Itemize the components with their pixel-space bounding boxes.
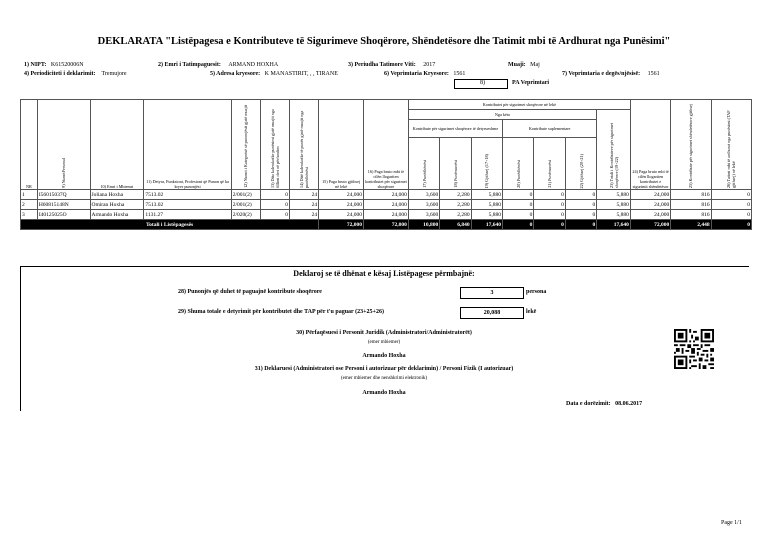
header-c17: 17) Punëdhënësi — [408, 138, 439, 190]
address-value: K MANASTIRIT, , , TIRANE — [264, 71, 338, 77]
declarant-name: Armando Hoxha — [362, 390, 406, 396]
cell-c17: 3,600 — [408, 210, 439, 220]
item8-box — [454, 79, 508, 89]
total-c20: 0 — [503, 220, 534, 230]
header-employment-days: 13) Dita kalendarike punësimi gjatë muajit nga fillimi deri në përfundim — [260, 100, 289, 190]
total-due-box: 20,088 — [460, 307, 524, 319]
cell-c24: 24,000 — [630, 200, 670, 210]
header-c21: 21) Punëmarrësi — [534, 138, 565, 190]
declaration-31-label: 31) Deklaruesi (Administratori ose Personi i autorizuar për deklarimin) / Personi Fizik (I autorizuar) — [254, 366, 514, 372]
cell-contrib-pay: 24,000 — [364, 210, 409, 220]
cell-c23: 5,880 — [597, 200, 631, 210]
cell-gross-pay: 24,000 — [319, 210, 364, 220]
payroll-table — [20, 99, 752, 230]
cell-work-days: 24 — [290, 210, 319, 220]
header-health-contrib: 25) Kontribute për sigurimet shëndetësore gjithsej — [671, 100, 711, 190]
main-activity-label: 6) Veprimtaria Kryesore: — [384, 71, 449, 77]
cell-c17: 3,600 — [408, 190, 439, 200]
header-nid: 9) NumriPersonal — [37, 100, 90, 190]
total-c17: 10,800 — [408, 220, 439, 230]
cell-c25: 816 — [671, 190, 711, 200]
cell-position: 7513.02 — [144, 200, 231, 210]
main-activity-row — [384, 71, 465, 77]
total-c26: 0 — [711, 220, 751, 230]
representative-name: Armando Hoxha — [362, 353, 406, 359]
cell-c25: 816 — [671, 210, 711, 220]
table-row — [21, 200, 752, 210]
cell-c21: 0 — [534, 200, 565, 210]
nipt-value: K61520006N — [50, 62, 84, 68]
cell-c26: 0 — [711, 200, 751, 210]
month-label: Muaji: — [508, 62, 526, 68]
header-group-nga: Nga këto — [408, 110, 596, 120]
total-contrib-pay: 72,000 — [364, 220, 409, 230]
cell-c26: 0 — [711, 190, 751, 200]
total-c25: 2,448 — [671, 220, 711, 230]
cell-position: 1131.27 — [144, 210, 231, 220]
cell-category: 2/020(2) — [231, 210, 260, 220]
nipt-label: 1) NIPT: — [24, 62, 47, 68]
header-category: 12) Numri i Kategorisë së punonjësit gjatë muajit — [231, 100, 260, 190]
total-row — [21, 220, 752, 230]
cell-c24: 24,000 — [630, 210, 670, 220]
nipt-row — [24, 62, 84, 68]
total-c22: 0 — [565, 220, 596, 230]
taxpayer-name-row — [158, 62, 278, 68]
cell-c20: 0 — [503, 200, 534, 210]
header-contrib-pay: 16) Paga bruto mbi të cilën llogariten kontributet për sigurimet shoqërore — [364, 100, 409, 190]
branch-activity-label: 7) Veprimtaria e degës/njësisë: — [562, 71, 641, 77]
qr-code-icon — [674, 329, 714, 369]
header-group-mandatory: Kontribute për sigurimet shoqërore të detyrueshme — [408, 120, 502, 138]
cell-employment-days: 0 — [260, 190, 289, 200]
declaration-29-label: 29) Shuma totale e detyrimit për kontributet dhe TAP për t'u paguar (23+25+26) — [178, 309, 384, 315]
cell-c23: 5,880 — [597, 210, 631, 220]
cell-c23: 5,880 — [597, 190, 631, 200]
cell-name: Armando Hoxha — [90, 210, 144, 220]
item8-value: PA Veprimtari — [512, 80, 550, 86]
total-c19: 17,640 — [471, 220, 502, 230]
address-label: 5) Adresa kryesore: — [210, 71, 261, 77]
cell-contrib-pay: 24,000 — [364, 190, 409, 200]
cell-nid: I40125025O — [37, 210, 90, 220]
tax-period-year-row — [348, 62, 435, 68]
declaration-28-label: 28) Punonjës që duhet të paguajnë kontribute shoqërore — [178, 289, 322, 295]
employee-count-unit: persona — [526, 289, 547, 295]
cell-nid: H60815148N — [37, 200, 90, 210]
tax-period-year: 2017 — [423, 62, 436, 68]
cell-employment-days: 0 — [260, 210, 289, 220]
header-gross-pay: 15) Paga bruto gjithsej në lekë — [319, 100, 364, 190]
header-group-social: Kontributet për sigurimet shoqërore në lekë — [408, 100, 630, 110]
header-position: 11) Detyra, Funksioni, Profesioni që Punon që ka kryer punonjësi — [144, 100, 231, 190]
periodicity-row — [24, 71, 127, 77]
header-nr: NR — [21, 100, 38, 190]
declaration-31-sub: (emer mbiemer dhe nenshkrimi elektronik) — [340, 376, 428, 381]
cell-c21: 0 — [534, 210, 565, 220]
cell-c20: 0 — [503, 210, 534, 220]
cell-c22: 0 — [565, 210, 596, 220]
cell-position: 7513.02 — [144, 190, 231, 200]
submission-date-row — [566, 401, 642, 408]
main-activity-value: 1561 — [453, 71, 466, 77]
header-work-days: 14) Ditë kalendarike të punës gjatë muajit nga punëdhënësi — [290, 100, 319, 190]
item8-label: 8) — [480, 80, 485, 86]
cell-c22: 0 — [565, 190, 596, 200]
submission-date: 08.06.2017 — [615, 401, 643, 407]
total-gross-pay: 72,000 — [319, 220, 364, 230]
table-row — [21, 210, 752, 220]
cell-nr: 2 — [21, 200, 38, 210]
periodicity-label: 4) Periodiciteti i deklarimit: — [24, 71, 96, 77]
cell-nid: I56015037Q — [37, 190, 90, 200]
cell-name: Omiran Hoxha — [90, 200, 144, 210]
total-label: Totali i Listëpagesës — [21, 220, 319, 230]
header-group-supplementary: Kontribute suplementare — [503, 120, 597, 138]
declaration-30-sub: (emer mbiemer) — [367, 340, 401, 345]
declaration-30-label: 30) Përfaqësuesi i Personit Juridik (Administratori/Administratorët) — [296, 330, 472, 336]
table-row — [21, 190, 752, 200]
submission-date-label: Data e dorëzimit: — [566, 401, 611, 407]
total-due-unit: lekë — [526, 309, 537, 315]
cell-contrib-pay: 24,000 — [364, 200, 409, 210]
header-name: 10) Emri i Mbiemri — [90, 100, 144, 190]
employee-count-box: 3 — [460, 287, 524, 299]
cell-c19: 5,880 — [471, 210, 502, 220]
header-c22: 22) Gjithsej (20+21) — [565, 138, 596, 190]
cell-nr: 3 — [21, 210, 38, 220]
declaration-heading: Deklaroj se të dhënat e kësaj Listëpagese përmbajnë: — [293, 269, 475, 278]
total-c23: 17,640 — [597, 220, 631, 230]
cell-c22: 0 — [565, 200, 596, 210]
header-c19: 19) Gjithsej (17+18) — [471, 138, 502, 190]
taxpayer-name-value: ARMAND HOXHA — [228, 62, 279, 68]
header-c20: 20) Punëdhënësi — [503, 138, 534, 190]
cell-gross-pay: 24,000 — [319, 190, 364, 200]
branch-activity-value: 1561 — [647, 71, 660, 77]
cell-c21: 0 — [534, 190, 565, 200]
document-title: DEKLARATA "Listëpagesa e Kontributeve të Sigurimeve Shoqërore, Shëndetësore dhe Tatimit mbi të Ardhurat nga Punësimi" — [97, 36, 671, 47]
cell-c18: 2,280 — [440, 200, 471, 210]
header-tap: 26) Tatimi mbi të ardhurat nga punësimi (TAP gjithsej) në lekë — [711, 100, 751, 190]
cell-name: Joliana Hoxha — [90, 190, 144, 200]
cell-employment-days: 0 — [260, 200, 289, 210]
cell-c17: 3,600 — [408, 200, 439, 210]
cell-c20: 0 — [503, 190, 534, 200]
cell-c18: 2,280 — [440, 210, 471, 220]
cell-c25: 816 — [671, 200, 711, 210]
cell-c24: 24,000 — [630, 190, 670, 200]
cell-work-days: 24 — [290, 190, 319, 200]
page-number: Page 1/1 — [721, 520, 742, 526]
cell-gross-pay: 24,000 — [319, 200, 364, 210]
cell-nr: 1 — [21, 190, 38, 200]
cell-c26: 0 — [711, 210, 751, 220]
cell-c19: 5,880 — [471, 200, 502, 210]
periodicity-value: Tremujore — [101, 71, 127, 77]
tax-period-label: 3) Periudha Tatimore Viti: — [348, 62, 416, 68]
header-health-base: 24) Paga bruto mbi të cilën llogariten kontributet e sigurimit shëndetësor — [630, 100, 670, 190]
address-row — [210, 71, 338, 77]
cell-c18: 2,280 — [440, 190, 471, 200]
cell-c19: 5,880 — [471, 190, 502, 200]
cell-category: 2/001(2) — [231, 200, 260, 210]
header-c18: 18) Punëmarrësi — [440, 138, 471, 190]
cell-category: 2/001(2) — [231, 190, 260, 200]
branch-activity-row — [562, 71, 660, 77]
total-c24: 72,000 — [630, 220, 670, 230]
header-c23: 23) Totali i Kontributeve për sigurimet shoqërore (19+22) — [597, 110, 631, 190]
month-value: Maj — [530, 62, 540, 68]
total-c21: 0 — [534, 220, 565, 230]
taxpayer-name-label: 2) Emri i Tatimpaguesit: — [158, 62, 221, 68]
tax-period-month-row — [508, 62, 540, 68]
total-c18: 6,840 — [440, 220, 471, 230]
cell-work-days: 24 — [290, 200, 319, 210]
